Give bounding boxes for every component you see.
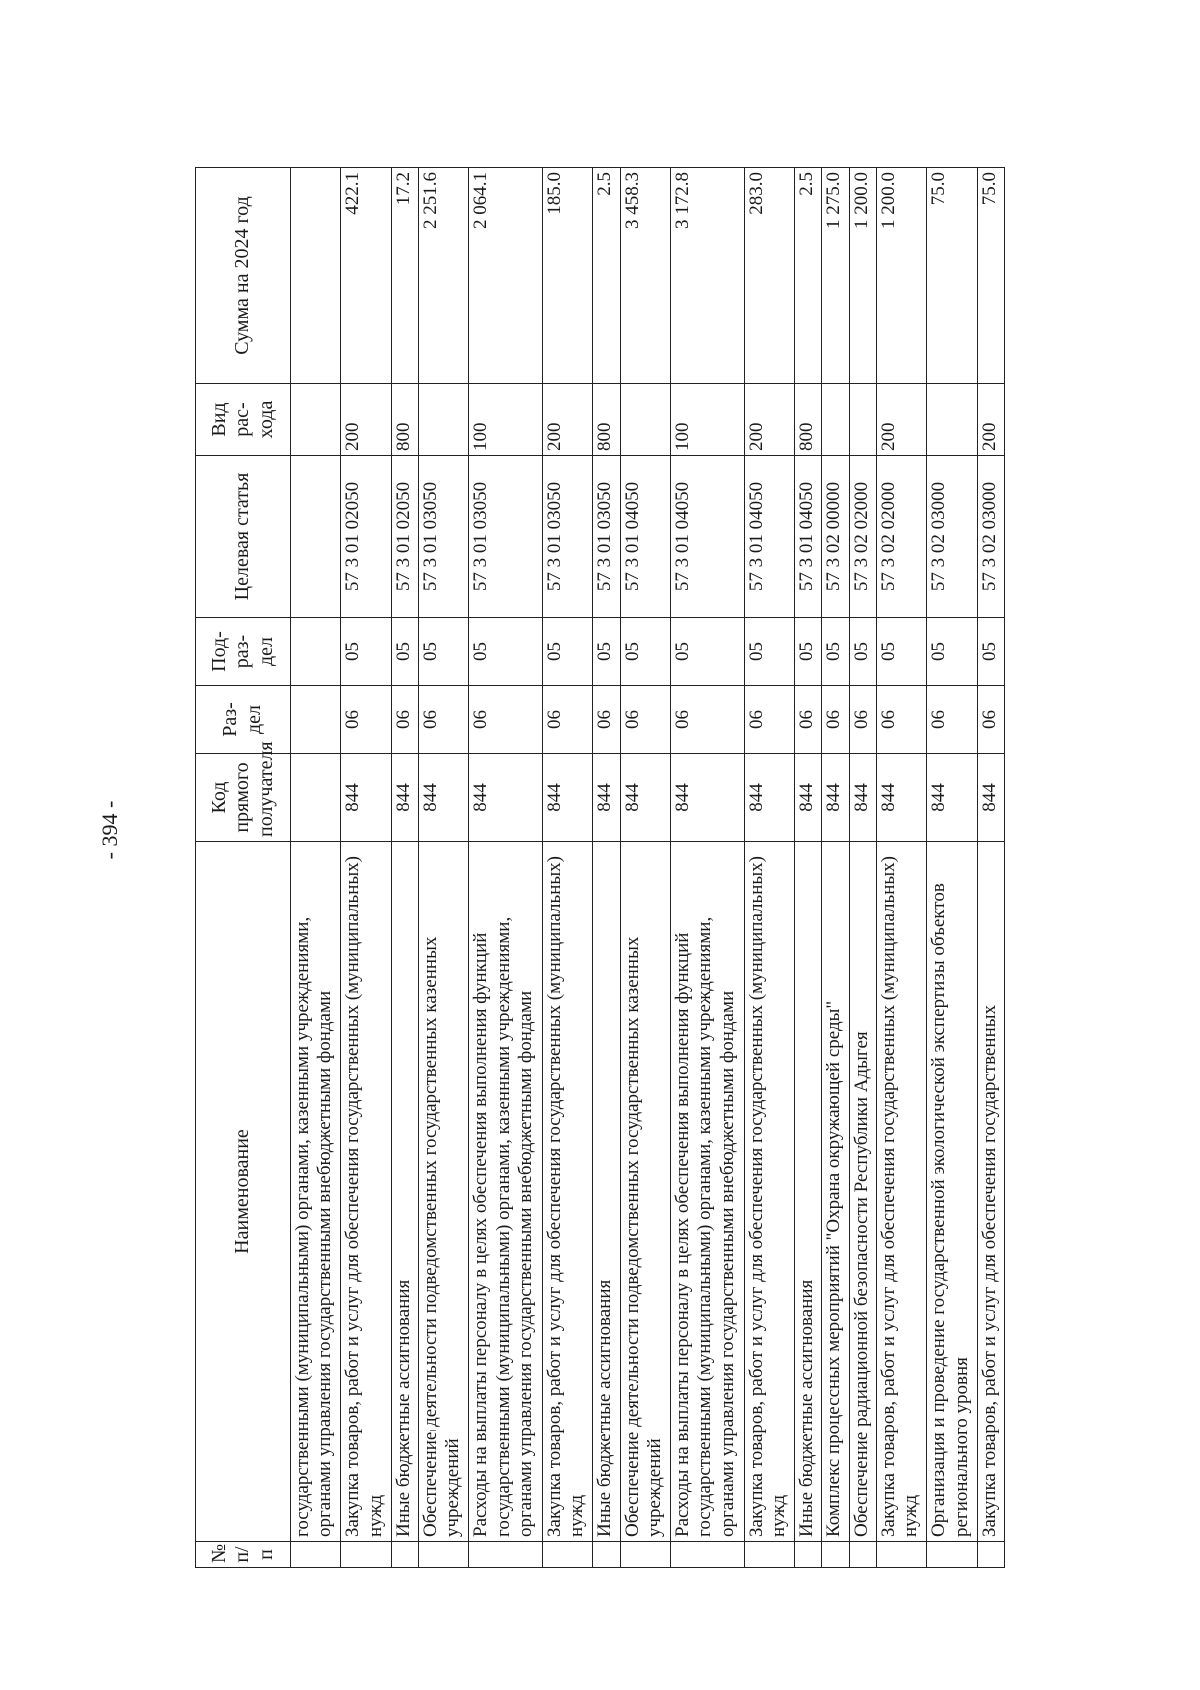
cell-section: 06 — [670, 686, 744, 754]
cell-sum: 1 200.0 — [877, 168, 927, 384]
cell-section: 06 — [822, 686, 849, 754]
cell-subsection: 05 — [849, 618, 876, 686]
cell-num — [291, 1542, 341, 1568]
cell-target: 57 3 02 02000 — [849, 456, 876, 618]
cell-num — [849, 1542, 876, 1568]
cell-section: 06 — [469, 686, 543, 754]
cell-code: 844 — [543, 754, 593, 842]
cell-sum: 2.5 — [593, 168, 620, 384]
cell-subsection: 05 — [927, 618, 977, 686]
table-row — [593, 168, 620, 1568]
cell-sum: 17.2 — [391, 168, 418, 384]
cell-target: 57 3 02 03000 — [927, 456, 977, 618]
cell-code: 844 — [418, 754, 468, 842]
cell-sum: 2 251.6 — [418, 168, 468, 384]
cell-target: 57 3 01 03050 — [418, 456, 468, 618]
table-row — [469, 168, 543, 1568]
cell-name: Закупка товаров, работ и услуг для обеспечения государственных — [977, 842, 1004, 1542]
cell-section: 06 — [849, 686, 876, 754]
cell-type: 200 — [977, 384, 1004, 456]
cell-sum: 75.0 — [977, 168, 1004, 384]
cell-code: 844 — [977, 754, 1004, 842]
cell-name: Обеспечение радиационной безопасности Республики Адыгея — [849, 842, 876, 1542]
cell-code: 844 — [391, 754, 418, 842]
cell-num — [341, 1542, 391, 1568]
cell-name: Закупка товаров, работ и услуг для обеспечения государственных (муниципальных) нужд — [543, 842, 593, 1542]
cell-sum — [291, 168, 341, 384]
table-row — [822, 168, 849, 1568]
cell-section — [291, 686, 341, 754]
cell-sum: 1 275.0 — [822, 168, 849, 384]
cell-name: государственными (муниципальными) органами, казенными учреждениями, органами управления государственными внебюджетными фондами — [291, 842, 341, 1542]
header-type: Вид рас-хода — [196, 384, 291, 456]
cell-subsection: 05 — [469, 618, 543, 686]
cell-subsection: 05 — [670, 618, 744, 686]
cell-target: 57 3 02 02000 — [877, 456, 927, 618]
cell-type — [849, 384, 876, 456]
cell-code: 844 — [620, 754, 670, 842]
cell-subsection — [291, 618, 341, 686]
cell-sum: 2.5 — [795, 168, 822, 384]
header-section: Раз-дел — [196, 686, 291, 754]
cell-name: Закупка товаров, работ и услуг для обеспечения государственных (муниципальных) нужд — [744, 842, 794, 1542]
cell-code: 844 — [877, 754, 927, 842]
cell-type: 800 — [795, 384, 822, 456]
cell-subsection: 05 — [877, 618, 927, 686]
table-row — [877, 168, 927, 1568]
cell-subsection: 05 — [795, 618, 822, 686]
cell-target: 57 3 01 03050 — [593, 456, 620, 618]
cell-subsection: 05 — [543, 618, 593, 686]
cell-code: 844 — [795, 754, 822, 842]
cell-target: 57 3 01 02050 — [341, 456, 391, 618]
cell-type: 100 — [469, 384, 543, 456]
cell-subsection: 05 — [391, 618, 418, 686]
table-row — [670, 168, 744, 1568]
cell-subsection: 05 — [744, 618, 794, 686]
table-row — [795, 168, 822, 1568]
header-subsection: Под-раз-дел — [196, 618, 291, 686]
table-row — [977, 168, 1004, 1568]
cell-code: 844 — [849, 754, 876, 842]
cell-type — [620, 384, 670, 456]
cell-target — [291, 456, 341, 618]
cell-sum: 3 458.3 — [620, 168, 670, 384]
cell-target: 57 3 01 04050 — [670, 456, 744, 618]
cell-type — [291, 384, 341, 456]
cell-sum: 1 200.0 — [849, 168, 876, 384]
cell-subsection: 05 — [341, 618, 391, 686]
cell-target: 57 3 01 04050 — [795, 456, 822, 618]
cell-num — [977, 1542, 1004, 1568]
cell-type: 800 — [593, 384, 620, 456]
cell-target: 57 3 01 03050 — [469, 456, 543, 618]
table-row — [849, 168, 876, 1568]
cell-type — [927, 384, 977, 456]
header-name: Наименование — [196, 842, 291, 1542]
cell-section: 06 — [927, 686, 977, 754]
table-row — [927, 168, 977, 1568]
header-target: Целевая статья — [196, 456, 291, 618]
table-row — [341, 168, 391, 1568]
cell-name: Обеспечение деятельности подведомственных государственных казенных учреждений — [418, 842, 468, 1542]
table-row — [543, 168, 593, 1568]
cell-section: 06 — [977, 686, 1004, 754]
cell-code: 844 — [670, 754, 744, 842]
cell-sum: 2 064.1 — [469, 168, 543, 384]
cell-code: 844 — [744, 754, 794, 842]
cell-num — [744, 1542, 794, 1568]
cell-name: Расходы на выплаты персоналу в целях обеспечения выполнения функций государственными (муниципальными) органами, казенными учреждениями, органами управления государственными внебюджетными фондами — [469, 842, 543, 1542]
cell-target: 57 3 01 04050 — [620, 456, 670, 618]
cell-code: 844 — [341, 754, 391, 842]
table-row — [744, 168, 794, 1568]
cell-name: Организация и проведение государственной экологической экспертизы объектов регионального уровня — [927, 842, 977, 1542]
cell-section: 06 — [744, 686, 794, 754]
cell-section: 06 — [543, 686, 593, 754]
cell-type: 200 — [341, 384, 391, 456]
cell-type — [418, 384, 468, 456]
cell-section: 06 — [620, 686, 670, 754]
cell-num — [620, 1542, 670, 1568]
table-row — [391, 168, 418, 1568]
cell-type: 100 — [670, 384, 744, 456]
cell-name: Иные бюджетные ассигнования — [593, 842, 620, 1542]
cell-sum: 283.0 — [744, 168, 794, 384]
cell-num — [670, 1542, 744, 1568]
header-sum: Сумма на 2024 год — [196, 168, 291, 384]
cell-target: 57 3 01 03050 — [543, 456, 593, 618]
cell-num — [391, 1542, 418, 1568]
cell-name: Закупка товаров, работ и услуг для обеспечения государственных (муниципальных) нужд — [877, 842, 927, 1542]
table-row — [620, 168, 670, 1568]
cell-num — [543, 1542, 593, 1568]
cell-sum: 75.0 — [927, 168, 977, 384]
cell-num — [469, 1542, 543, 1568]
cell-subsection: 05 — [822, 618, 849, 686]
cell-name: Иные бюджетные ассигнования — [391, 842, 418, 1542]
cell-section: 06 — [877, 686, 927, 754]
cell-section: 06 — [391, 686, 418, 754]
cell-name: Закупка товаров, работ и услуг для обеспечения государственных (муниципальных) нужд — [341, 842, 391, 1542]
budget-table-container — [195, 168, 1005, 1568]
cell-type: 200 — [543, 384, 593, 456]
cell-num — [418, 1542, 468, 1568]
cell-code: 844 — [927, 754, 977, 842]
cell-num — [927, 1542, 977, 1568]
cell-sum: 422.1 — [341, 168, 391, 384]
table-header-row — [196, 168, 291, 1568]
header-num: № п/п — [196, 1542, 291, 1568]
cell-type — [822, 384, 849, 456]
cell-sum: 3 172.8 — [670, 168, 744, 384]
page-number: - 394 - — [97, 800, 122, 860]
cell-target: 57 3 02 03000 — [977, 456, 1004, 618]
cell-target: 57 3 02 00000 — [822, 456, 849, 618]
header-code: Код прямого получателя — [196, 754, 291, 842]
cell-code: 844 — [469, 754, 543, 842]
cell-type: 200 — [744, 384, 794, 456]
cell-num — [795, 1542, 822, 1568]
cell-type: 800 — [391, 384, 418, 456]
cell-name: Обеспечение деятельности подведомственных государственных казенных учреждений — [620, 842, 670, 1542]
cell-code: 844 — [822, 754, 849, 842]
cell-section: 06 — [593, 686, 620, 754]
cell-subsection: 05 — [593, 618, 620, 686]
cell-type: 200 — [877, 384, 927, 456]
cell-subsection: 05 — [620, 618, 670, 686]
cell-num — [822, 1542, 849, 1568]
cell-subsection: 05 — [977, 618, 1004, 686]
cell-code: 844 — [593, 754, 620, 842]
cell-section: 06 — [795, 686, 822, 754]
cell-section: 06 — [341, 686, 391, 754]
cell-section: 06 — [418, 686, 468, 754]
cell-name: Расходы на выплаты персоналу в целях обеспечения выполнения функций государственными (муниципальными) органами, казенными учреждениями, органами управления государственными внебюджетными фондами — [670, 842, 744, 1542]
cell-sum: 185.0 — [543, 168, 593, 384]
table-row — [418, 168, 468, 1568]
budget-table — [195, 167, 1005, 1568]
cell-target: 57 3 01 04050 — [744, 456, 794, 618]
cell-code — [291, 754, 341, 842]
table-row — [291, 168, 341, 1568]
cell-subsection: 05 — [418, 618, 468, 686]
cell-target: 57 3 01 02050 — [391, 456, 418, 618]
cell-name: Комплекс процессных мероприятий "Охрана окружающей среды" — [822, 842, 849, 1542]
cell-name: Иные бюджетные ассигнования — [795, 842, 822, 1542]
cell-num — [877, 1542, 927, 1568]
cell-num — [593, 1542, 620, 1568]
